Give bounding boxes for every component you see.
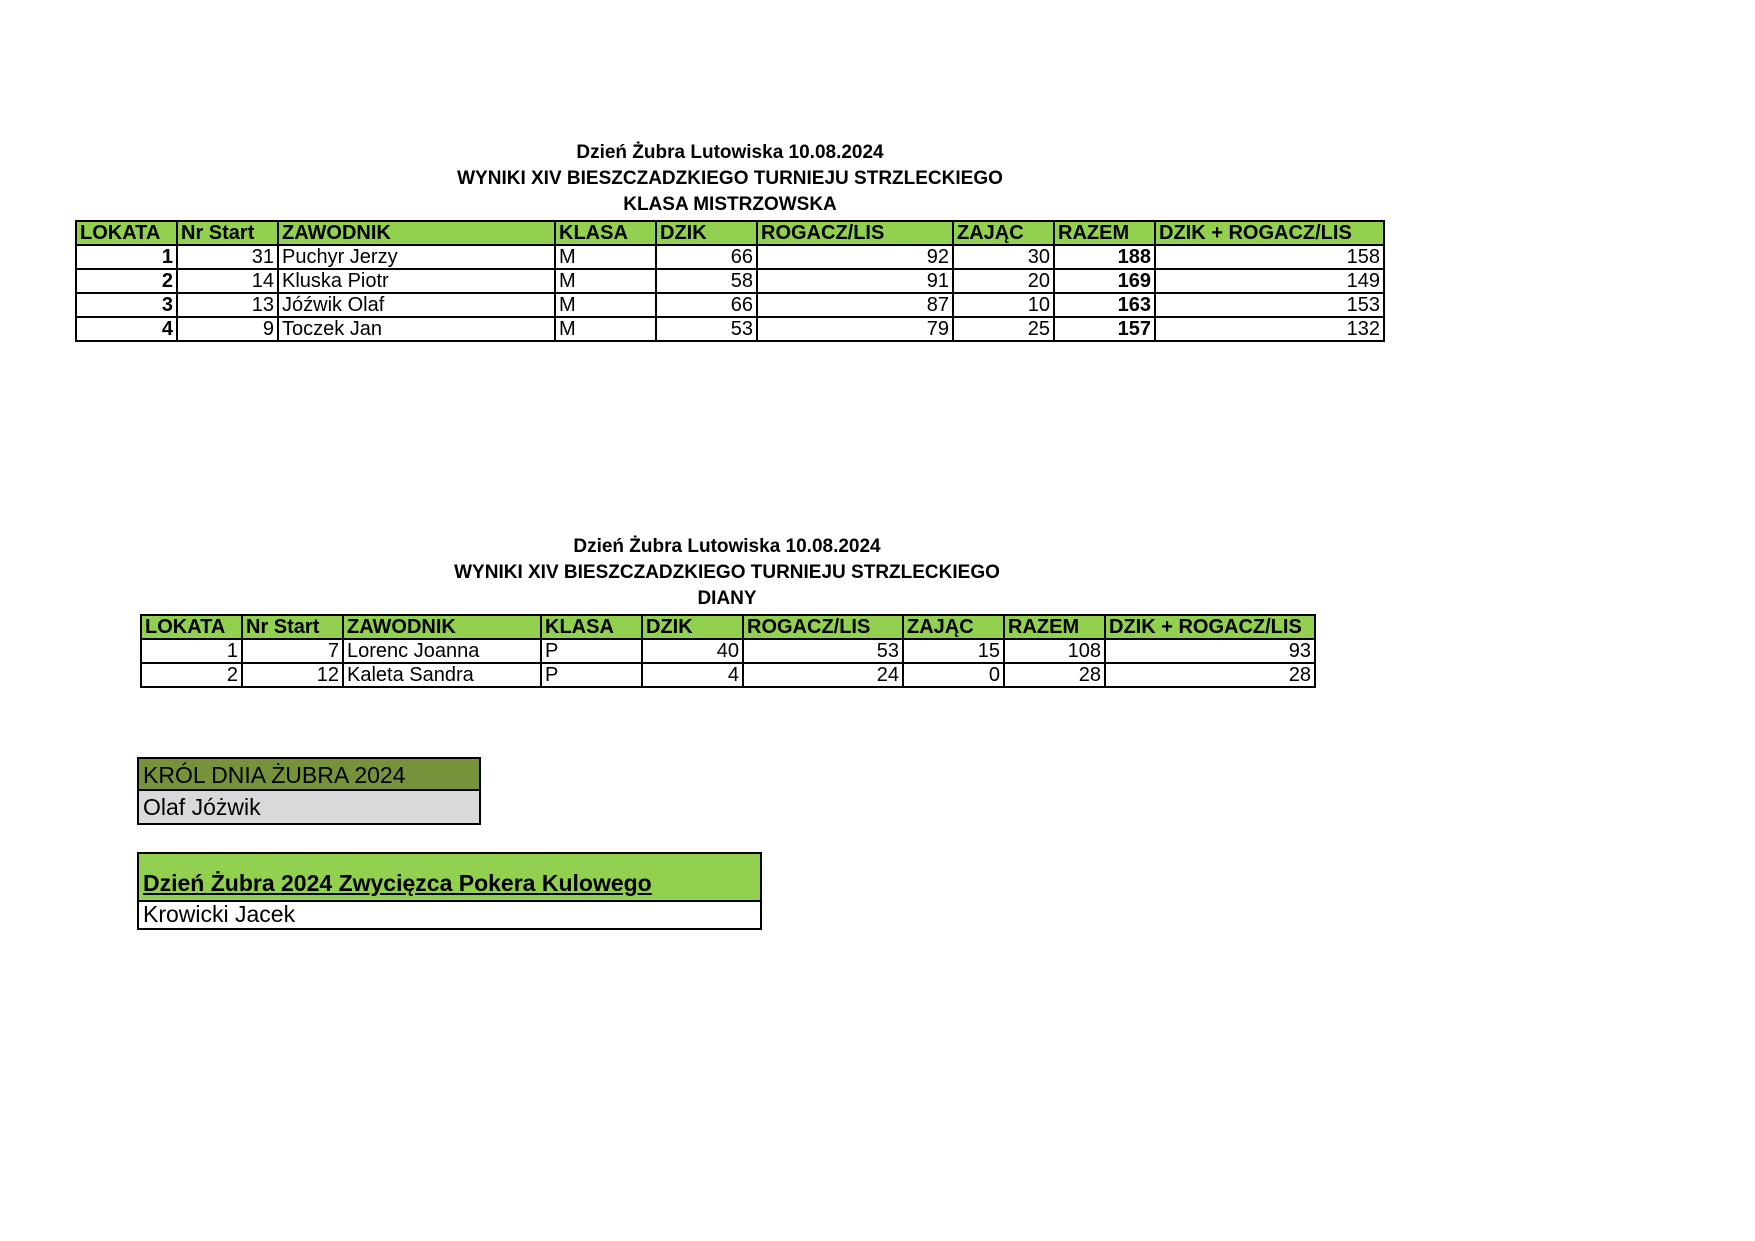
- cell-zajac: 0: [903, 663, 1004, 687]
- cell-dzik: 66: [656, 245, 757, 269]
- cell-zajac: 25: [953, 317, 1054, 341]
- cell-dzik-rogacz-lis: 149: [1155, 269, 1384, 293]
- cell-razem: 169: [1054, 269, 1155, 293]
- cell-dzik-rogacz-lis: 153: [1155, 293, 1384, 317]
- cell-lokata: 2: [141, 663, 242, 687]
- col-lokata: LOKATA: [141, 615, 242, 639]
- table-row: [141, 663, 1315, 687]
- cell-nr-start: 13: [177, 293, 278, 317]
- cell-klasa: P: [541, 663, 642, 687]
- cell-dzik-rogacz-lis: 28: [1105, 663, 1315, 687]
- cell-dzik: 4: [642, 663, 743, 687]
- king-box: [137, 757, 481, 825]
- results-table-master: [75, 220, 1385, 342]
- col-rogacz-lis: ROGACZ/LIS: [757, 221, 953, 245]
- cell-dzik-rogacz-lis: 158: [1155, 245, 1384, 269]
- cell-razem: 163: [1054, 293, 1155, 317]
- cell-dzik: 40: [642, 639, 743, 663]
- section2-heading: [372, 534, 1082, 612]
- table-row: [76, 317, 1384, 341]
- table-header-row: [141, 615, 1315, 639]
- col-zawodnik: ZAWODNIK: [278, 221, 555, 245]
- cell-dzik-rogacz-lis: 132: [1155, 317, 1384, 341]
- table-row: [76, 245, 1384, 269]
- col-zawodnik: ZAWODNIK: [343, 615, 541, 639]
- cell-zajac: 15: [903, 639, 1004, 663]
- cell-klasa: M: [555, 269, 656, 293]
- cell-razem: 188: [1054, 245, 1155, 269]
- col-lokata: LOKATA: [76, 221, 177, 245]
- results-table-diany: [140, 614, 1316, 688]
- cell-rogacz-lis: 79: [757, 317, 953, 341]
- cell-zawodnik: Toczek Jan: [278, 317, 555, 341]
- cell-zawodnik: Puchyr Jerzy: [278, 245, 555, 269]
- cell-zawodnik: Kaleta Sandra: [343, 663, 541, 687]
- col-zajac: ZAJĄC: [903, 615, 1004, 639]
- cell-rogacz-lis: 24: [743, 663, 903, 687]
- cell-razem: 28: [1004, 663, 1105, 687]
- col-klasa: KLASA: [541, 615, 642, 639]
- cell-klasa: M: [555, 245, 656, 269]
- cell-klasa: M: [555, 317, 656, 341]
- cell-dzik: 66: [656, 293, 757, 317]
- cell-zajac: 20: [953, 269, 1054, 293]
- cell-nr-start: 12: [242, 663, 343, 687]
- col-razem: RAZEM: [1004, 615, 1105, 639]
- table-row: [76, 293, 1384, 317]
- col-dzik-rogacz-lis: DZIK + ROGACZ/LIS: [1105, 615, 1315, 639]
- cell-klasa: P: [541, 639, 642, 663]
- section2-heading-line-3: DIANY: [697, 588, 757, 609]
- cell-rogacz-lis: 53: [743, 639, 903, 663]
- col-dzik: DZIK: [642, 615, 743, 639]
- cell-dzik: 58: [656, 269, 757, 293]
- section1-heading: [375, 140, 1085, 218]
- cell-rogacz-lis: 92: [757, 245, 953, 269]
- cell-lokata: 4: [76, 317, 177, 341]
- poker-box: [137, 852, 762, 930]
- cell-razem: 108: [1004, 639, 1105, 663]
- col-dzik-rogacz-lis: DZIK + ROGACZ/LIS: [1155, 221, 1384, 245]
- cell-lokata: 3: [76, 293, 177, 317]
- poker-name: Krowicki Jacek: [139, 902, 760, 928]
- cell-nr-start: 31: [177, 245, 278, 269]
- cell-nr-start: 7: [242, 639, 343, 663]
- cell-dzik-rogacz-lis: 93: [1105, 639, 1315, 663]
- table-row: [141, 639, 1315, 663]
- cell-rogacz-lis: 91: [757, 269, 953, 293]
- col-nr-start: Nr Start: [177, 221, 278, 245]
- section2-heading-line-1: Dzień Żubra Lutowiska 10.08.2024: [573, 536, 881, 557]
- col-rogacz-lis: ROGACZ/LIS: [743, 615, 903, 639]
- cell-razem: 157: [1054, 317, 1155, 341]
- cell-zawodnik: Lorenc Joanna: [343, 639, 541, 663]
- cell-klasa: M: [555, 293, 656, 317]
- section2-heading-line-2: WYNIKI XIV BIESZCZADZKIEGO TURNIEJU STRZLECKIEGO: [454, 562, 1000, 583]
- cell-rogacz-lis: 87: [757, 293, 953, 317]
- section1-heading-line-2: WYNIKI XIV BIESZCZADZKIEGO TURNIEJU STRZLECKIEGO: [457, 168, 1003, 189]
- cell-zajac: 30: [953, 245, 1054, 269]
- cell-lokata: 1: [76, 245, 177, 269]
- cell-zawodnik: Jóźwik Olaf: [278, 293, 555, 317]
- col-klasa: KLASA: [555, 221, 656, 245]
- col-dzik: DZIK: [656, 221, 757, 245]
- cell-nr-start: 9: [177, 317, 278, 341]
- cell-zawodnik: Kluska Piotr: [278, 269, 555, 293]
- king-title: KRÓL DNIA ŻUBRA 2024: [139, 759, 479, 791]
- section1-heading-line-1: Dzień Żubra Lutowiska 10.08.2024: [576, 142, 884, 163]
- cell-dzik: 53: [656, 317, 757, 341]
- cell-zajac: 10: [953, 293, 1054, 317]
- cell-nr-start: 14: [177, 269, 278, 293]
- king-name: Olaf Jóżwik: [139, 791, 479, 823]
- poker-title: Dzień Żubra 2024 Zwycięzca Pokera Kulowego: [139, 854, 760, 902]
- col-zajac: ZAJĄC: [953, 221, 1054, 245]
- cell-lokata: 2: [76, 269, 177, 293]
- table-row: [76, 269, 1384, 293]
- cell-lokata: 1: [141, 639, 242, 663]
- col-nr-start: Nr Start: [242, 615, 343, 639]
- section1-heading-line-3: KLASA MISTRZOWSKA: [623, 194, 837, 215]
- col-razem: RAZEM: [1054, 221, 1155, 245]
- table-header-row: [76, 221, 1384, 245]
